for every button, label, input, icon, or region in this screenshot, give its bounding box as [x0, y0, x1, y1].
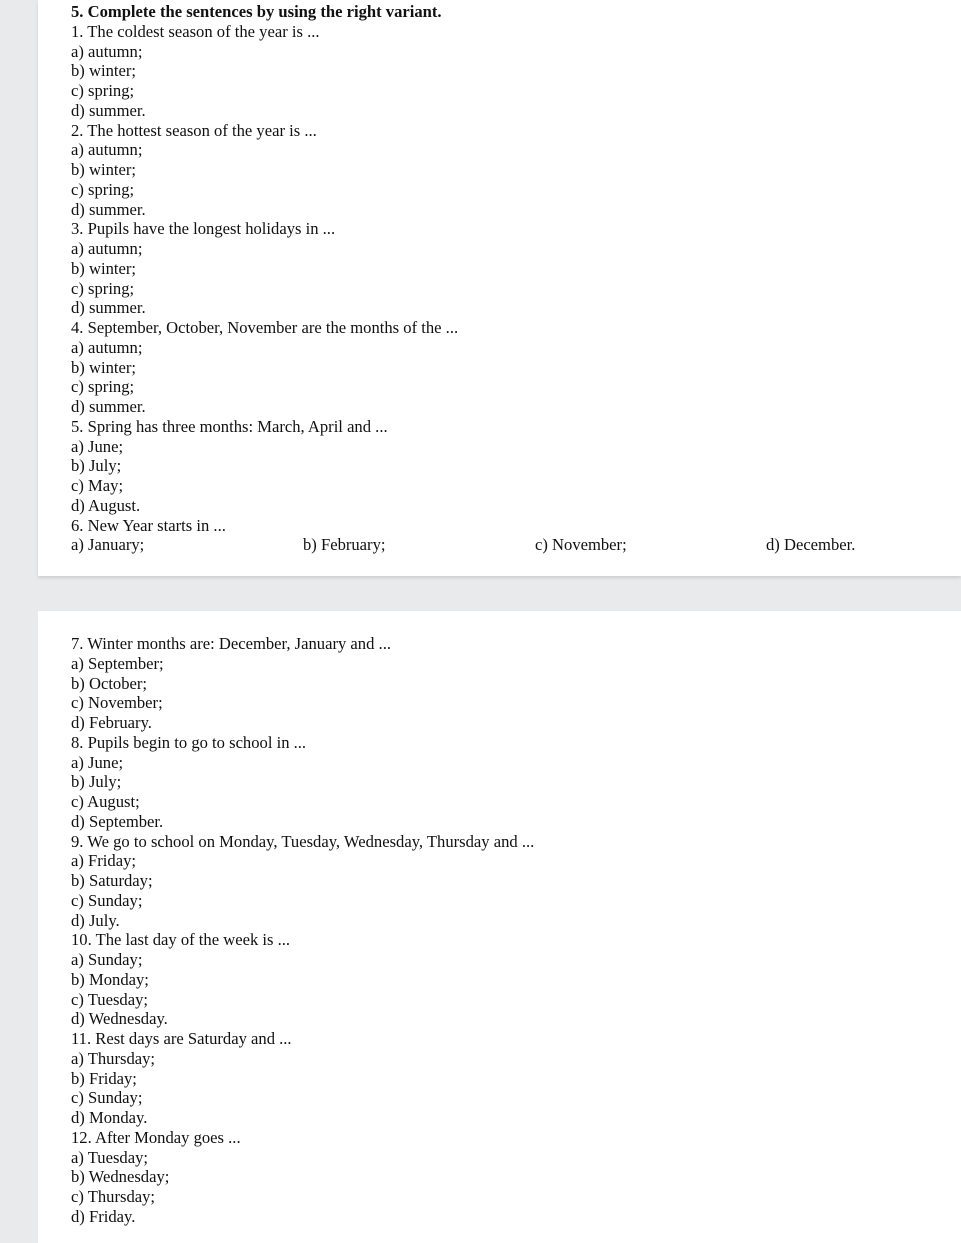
answer-option: b) Saturday; [71, 871, 153, 890]
question-block [71, 930, 534, 1029]
answer-option: d) Monday. [71, 1108, 148, 1127]
answer-option: c) May; [71, 476, 124, 495]
question-block [71, 219, 951, 318]
answer-option: c) spring; [71, 179, 135, 199]
answer-option: b) winter; [71, 258, 136, 278]
answer-option: c) Sunday; [71, 1088, 143, 1108]
answer-option: d) February. [71, 713, 152, 732]
answer-option: d) summer. [71, 199, 146, 219]
question-text: 4. September, October, November are the months of the ... [71, 318, 459, 337]
answer-option: a) Sunday; [71, 950, 143, 969]
question-text: 5. Spring has three months: March, April and ... [71, 416, 388, 436]
answer-option: c) spring; [71, 81, 135, 100]
answer-option: d) summer. [71, 100, 146, 120]
answer-option: c) spring; [71, 377, 135, 397]
question-text: 9. We go to school on Monday, Tuesday, Wednesday, Thursday and ... [71, 831, 535, 851]
answer-option: b) October; [71, 673, 148, 693]
answer-option: c) Sunday; [71, 890, 143, 910]
answer-option: d) December. [766, 535, 856, 555]
answer-option: b) July; [71, 456, 122, 476]
answer-option: b) Wednesday; [71, 1167, 170, 1187]
question-text: 3. Pupils have the longest holidays in ... [71, 219, 336, 239]
answer-option: a) Thursday; [71, 1048, 156, 1068]
answer-option: a) autumn; [71, 337, 143, 357]
question-block [71, 318, 951, 417]
answer-option: d) summer. [71, 397, 146, 416]
answer-option: a) Friday; [71, 851, 136, 871]
document-page-2 [38, 611, 961, 1243]
page-1-content [71, 2, 951, 555]
answer-option: b) winter; [71, 61, 136, 81]
question-text: 1. The coldest season of the year is ... [71, 21, 320, 41]
answer-option: d) July. [71, 910, 120, 930]
question-block [71, 832, 534, 931]
answer-option: b) winter; [71, 357, 136, 377]
answer-option: c) Tuesday; [71, 989, 148, 1009]
question-block [71, 1128, 534, 1227]
question-text: 8. Pupils begin to go to school in ... [71, 732, 307, 752]
answer-option: c) spring; [71, 278, 135, 298]
answer-option: b) Friday; [71, 1068, 137, 1088]
question-block [71, 516, 951, 556]
answer-option: a) Tuesday; [71, 1147, 148, 1167]
answer-option: d) September. [71, 811, 164, 831]
page-2-content [71, 634, 534, 1227]
question-text: 11. Rest days are Saturday and ... [71, 1029, 292, 1048]
question-text: 7. Winter months are: December, January and ... [71, 634, 391, 653]
answer-option: b) winter; [71, 160, 136, 179]
question-text: 2. The hottest season of the year is ... [71, 120, 317, 140]
document-page-1 [38, 0, 961, 576]
question-block [71, 417, 951, 516]
question-block [71, 121, 951, 220]
answer-option: a) September; [71, 653, 164, 673]
answer-option: a) autumn; [71, 140, 143, 160]
answer-option: d) Friday. [71, 1206, 136, 1226]
answer-option: b) Monday; [71, 969, 149, 989]
answer-option: d) summer. [71, 298, 146, 318]
answer-option: c) November; [535, 535, 627, 555]
answer-option: c) Thursday; [71, 1187, 156, 1206]
question-text: 6. New Year starts in ... [71, 515, 226, 535]
answer-option: a) June; [71, 752, 124, 772]
question-block [71, 634, 534, 733]
answer-options-row [71, 535, 951, 555]
answer-option: c) November; [71, 693, 163, 713]
question-block [71, 22, 951, 121]
answer-option: a) January; [71, 535, 145, 555]
answer-option: a) autumn; [71, 41, 143, 61]
question-block [71, 1029, 534, 1128]
exercise-heading: 5. Complete the sentences by using the right variant. [71, 2, 442, 21]
answer-option: a) June; [71, 436, 124, 456]
answer-option: c) August; [71, 792, 140, 811]
question-text: 12. After Monday goes ... [71, 1127, 241, 1147]
answer-option: b) July; [71, 772, 122, 792]
answer-option: d) Wednesday. [71, 1009, 168, 1029]
answer-option: d) August. [71, 495, 141, 515]
answer-option: b) February; [303, 535, 386, 555]
question-text: 10. The last day of the week is ... [71, 930, 291, 950]
answer-option: a) autumn; [71, 239, 143, 258]
question-block [71, 733, 534, 832]
